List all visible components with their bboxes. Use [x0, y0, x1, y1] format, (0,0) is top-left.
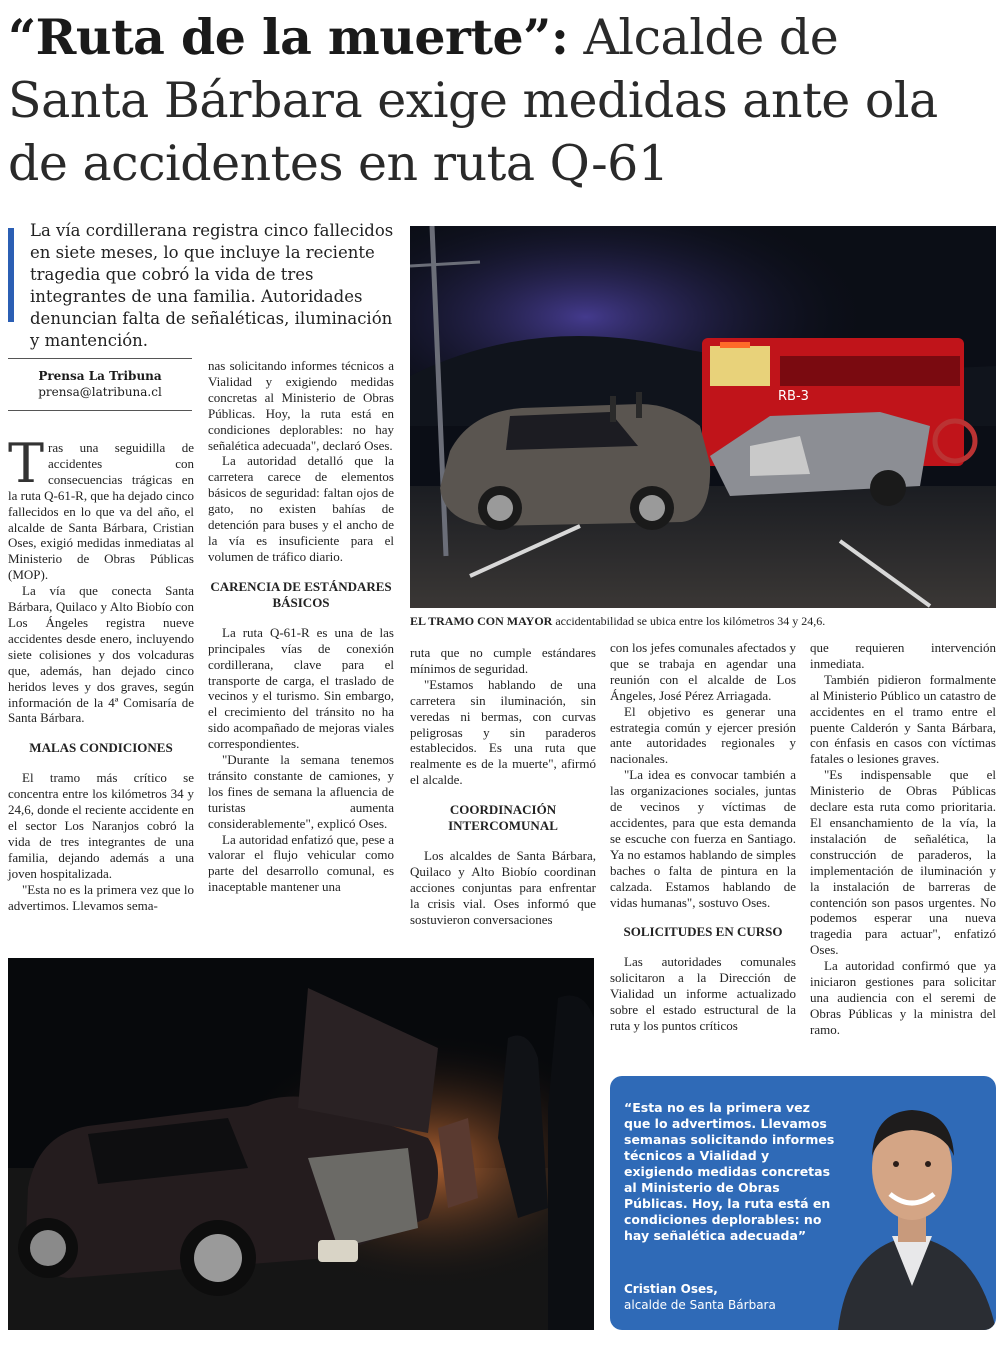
body-paragraph: "Estamos hablando de una carretera sin iluminación, sin veredas ni bermas, con curvas peligrosas y sin paraderos establecidos. Es una ruta que realmente es de la muerte", afirmó el alcalde. — [410, 676, 596, 788]
article-column-3 — [410, 645, 596, 928]
body-paragraph: con los jefes comunales afectados y que se trabaja en agendar una reunión con el alcalde de Los Ángeles, José Pérez Arriagada. — [610, 640, 796, 703]
pull-quote-name: Cristian Oses, — [624, 1282, 718, 1296]
article-column-2 — [208, 358, 394, 895]
byline — [8, 368, 192, 400]
body-paragraph: El objetivo es generar una estrategia común y ejercer presión ante autoridades regionales y nacionales. — [610, 703, 796, 767]
photo-illustration — [8, 958, 594, 1330]
body-paragraph: que requieren intervención inmediata. — [810, 640, 996, 671]
pull-quote-box — [610, 1076, 996, 1330]
photo-caption: EL TRAMO CON MAYOR accidentabilidad se ubica entre los kilómetros 34 y 24,6. — [410, 614, 826, 628]
accident-photo-wrecked-car — [8, 958, 594, 1330]
body-paragraph: "Durante la semana tenemos tránsito constante de camiones, y los fines de semana la afluencia de turistas aumenta considerablemente", explicó Oses. — [208, 752, 394, 831]
byline-divider-top — [8, 358, 192, 359]
accident-photo-fire-truck — [410, 226, 996, 608]
section-heading: SOLICITUDES EN CURSO — [623, 924, 783, 940]
article-column-5 — [810, 640, 996, 1038]
body-paragraph: "La idea es convocar también a las organizaciones sociales, juntas de vecinos y víctimas de accidentes, para que esta demanda se escuche con fuerza en Santiago. Ya no estamos hablando de simples baches o falta de pintura en la calzada. Estamos hablando de vidas humanas", sostuvo Oses. — [610, 767, 796, 910]
portrait-photo — [828, 1076, 996, 1330]
body-paragraph: "Esta no es la primera vez que lo advertimos. Llevamos sema- — [8, 881, 194, 913]
headline-rest: Alcalde de Santa Bárbara exige medidas ante ola de accidentes en ruta Q-61 — [8, 9, 938, 192]
section-heading: CARENCIA DE ESTÁNDARES BÁSICOS — [210, 578, 392, 610]
drop-cap: T — [8, 432, 45, 495]
section-heading: COORDINACIÓN INTERCOMUNAL — [448, 802, 558, 834]
lead-accent-bar — [8, 228, 14, 322]
body-paragraph: nas solicitando informes técnicos a Vialidad y exigiendo medidas concretas al Ministerio de Obras Públicas. Hoy, la ruta está en condiciones deplorables: no hay señalética adecuada", declaró Oses. — [208, 358, 394, 453]
body-paragraph: La autoridad confirmó que ya iniciaron gestiones para solicitar una audiencia con el seremi de Obras Públicas y la ministra del ramo. — [810, 958, 996, 1037]
byline-name: Prensa La Tribuna — [38, 369, 162, 383]
article-column-1 — [8, 432, 194, 913]
pull-quote-role: alcalde de Santa Bárbara — [624, 1298, 776, 1312]
body-paragraph: ruta que no cumple estándares mínimos de seguridad. — [410, 645, 596, 676]
body-paragraph: La ruta Q-61-R es una de las principales vías de conexión cordillerana, clave para el transporte de carga, el traslado de vecinos y el turismo. Sin embargo, el crecimiento del tránsito no ha sido acompañado de mejoras viales correspondientes. — [208, 624, 394, 752]
body-paragraph: La vía que conecta Santa Bárbara, Quilaco y Alto Biobío con Los Ángeles registra nueve accidentes desde enero, incluyendo siete colisiones y dos volcaduras que, además, han dejado cinco heridos leves y dos graves, según información de la 4ª Comisaría de Santa Bárbara. — [8, 583, 194, 726]
body-paragraph: Las autoridades comunales solicitaron a la Dirección de Vialidad un informe actualizado sobre el estado estructural de la ruta y los puntos críticos — [610, 954, 796, 1034]
body-paragraph: También pidieron formalmente al Ministerio Público un catastro de accidentes en el tramo entre el puente Calderón y Santa Bárbara, con énfasis en casos con víctimas fatales o lesiones graves. — [810, 671, 996, 767]
headline — [8, 6, 993, 195]
section-heading: MALAS CONDICIONES — [29, 740, 173, 756]
lead-paragraph: La vía cordillerana registra cinco fallecidos en siete meses, lo que incluye la reciente tragedia que cobró la vida de tres integrantes de una familia. Autoridades denuncian falta de señaléticas, iluminación y mantención. — [30, 221, 394, 350]
headline-bold: “Ruta de la muerte”: — [8, 8, 569, 66]
article-column-4 — [610, 640, 796, 1034]
body-paragraph: La autoridad detalló que la carretera carece de elementos básicos de seguridad: faltan ojos de gato, no existen bahías de detención para buses y el ancho de la vía es insuficiente para el volumen de tráfico diario. — [208, 453, 394, 564]
body-paragraph: "Es indispensable que el Ministerio de Obras Públicas declare esta ruta como prioritaria. El ensanchamiento de la vía, la instalación de señalética, la construcción de paraderos, la implementación de iluminación y la instalación de barreras de contención son pasos urgentes. No podemos esperar una nueva tragedia para actuar", enfatizó Oses. — [810, 767, 996, 958]
body-paragraph: La autoridad enfatizó que, pese a valorar el flujo vehicular como parte del desarrollo comunal, es inaceptable mantener una — [208, 831, 394, 895]
byline-divider-bottom — [8, 410, 192, 411]
truck-label: RB-3 — [778, 389, 809, 404]
byline-email[interactable]: prensa@latribuna.cl — [38, 385, 162, 399]
body-paragraph: Los alcaldes de Santa Bárbara, Quilaco y Alto Biobío coordinan acciones conjuntas para enfrentar la crisis vial. Oses informó que sostuvieron conversaciones — [410, 848, 596, 927]
body-paragraph: Tras una seguidilla de accidentes con consecuencias trágicas en la ruta Q-61-R, que ha dejado cinco fallecidos en lo que va del año, el alcalde de Santa Bárbara, Cristian Oses, exigió medidas inmediatas al Ministerio de Obras Públicas (MOP). — [8, 432, 194, 583]
photo-illustration — [410, 226, 996, 608]
pull-quote-text: “Esta no es la primera vez que lo advertimos. Llevamos semanas solicitando informes técnicos a Vialidad y exigiendo medidas concretas al Ministerio de Obras Públicas. Hoy, la ruta está en condiciones deplorables: no hay señalética adecuada” — [624, 1100, 835, 1243]
body-paragraph: El tramo más crítico se concentra entre los kilómetros 34 y 24,6, donde el reciente accidente en el sector Los Naranjos cobró la vida de tres integrantes de una familia, dejando además a una joven hospitalizada. — [8, 770, 194, 881]
